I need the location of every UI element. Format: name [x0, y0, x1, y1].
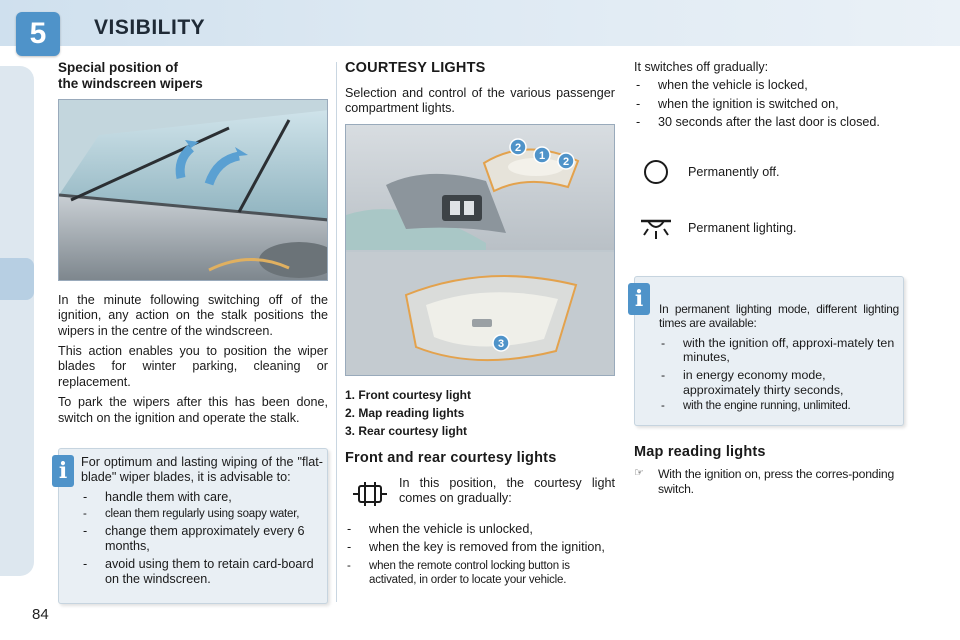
map-reading-instruction — [634, 467, 904, 496]
door-mode-row — [345, 474, 615, 514]
windscreen-wiper-illustration — [59, 100, 328, 281]
courtesy-legend — [345, 388, 615, 438]
courtesy-lights-illustration — [346, 125, 615, 376]
lighting-times-intro: In permanent lighting mode, different lighting times are available: — [659, 302, 899, 330]
wipers-heading: Special position of the windscreen wipers — [58, 60, 203, 91]
door-mode-text: In this position, the courtesy light comes on gradually: — [399, 476, 615, 506]
permanent-lighting-label: Permanent lighting. — [688, 220, 797, 235]
switch-off-list — [634, 78, 904, 130]
courtesy-column — [345, 60, 615, 590]
list-item: - with the engine running, unlimited. — [659, 400, 899, 414]
courtesy-intro: Selection and control of the various passenger compartment lights. — [345, 85, 615, 116]
courtesy-on-list — [345, 522, 615, 587]
wipers-paragraph-2: This action enables you to position the wiper blades for winter parking, cleaning or replacement. — [58, 344, 328, 389]
list-item: - change them approximately every 6 months, — [81, 524, 323, 554]
permanent-lighting-row — [634, 208, 904, 248]
lighting-times-list — [659, 336, 899, 414]
column-divider — [336, 62, 337, 602]
wiper-care-info-box — [58, 448, 328, 604]
info-icon: i — [52, 455, 74, 487]
permanent-lighting-icon — [634, 208, 678, 248]
pointing-hand-icon: ☞ — [634, 467, 644, 480]
windscreen-wiper-photo — [58, 99, 328, 281]
info-icon: i — [628, 283, 650, 315]
list-item: - with the ignition off, approxi-mately ten minutes, — [659, 336, 899, 365]
wiper-care-list — [81, 490, 323, 587]
side-rail-marker — [0, 258, 34, 300]
switch-off-intro: It switches off gradually: — [634, 60, 769, 74]
map-reading-heading: Map reading lights — [634, 444, 766, 460]
front-rear-heading: Front and rear courtesy lights — [345, 450, 557, 467]
wiper-care-intro: For optimum and lasting wiping of the "flat-blade" wiper blades, it is advisable to: — [81, 455, 323, 484]
map-reading-text: With the ignition on, press the corres-ponding switch. — [658, 467, 895, 497]
legend-item-rear: 3. Rear courtesy light — [345, 423, 468, 438]
list-item: - when the vehicle is unlocked, — [345, 522, 615, 537]
list-item: - when the vehicle is locked, — [634, 78, 904, 93]
wipers-paragraph-1: In the minute following switching off of the ignition, any action on the stalk positions the wipers in the centre of the windscreen. — [58, 293, 328, 338]
list-item: - in energy economy mode, approximately thirty seconds, — [659, 368, 899, 397]
list-item: - handle them with care, — [81, 490, 323, 505]
list-item: - avoid using them to retain card-board on the windscreen. — [81, 557, 323, 587]
callout-number: 3 — [497, 338, 505, 351]
lighting-times-info-box — [634, 276, 904, 426]
page-title: VISIBILITY — [94, 16, 206, 39]
courtesy-lights-photo — [345, 124, 615, 376]
map-reading-section — [634, 444, 904, 497]
door-position-icon — [345, 474, 395, 514]
callout-number: 2 — [514, 142, 522, 155]
permanently-off-row — [634, 152, 904, 192]
list-item: - 30 seconds after the last door is closed. — [634, 115, 904, 130]
list-item: - when the remote control locking button is activated, in order to locate your vehicle. — [345, 559, 615, 587]
legend-item-front: 1. Front courtesy light — [345, 388, 472, 403]
list-item: - clean them regularly using soapy water, — [81, 508, 323, 522]
callout-number: 2 — [562, 156, 570, 169]
off-position-icon — [634, 152, 678, 192]
chapter-number-tab: 5 — [16, 12, 60, 56]
page-number: 84 — [32, 606, 49, 623]
permanently-off-label: Permanently off. — [688, 164, 780, 179]
callout-number: 1 — [538, 150, 546, 163]
courtesy-heading: COURTESY LIGHTS — [345, 60, 486, 76]
list-item: - when the ignition is switched on, — [634, 97, 904, 112]
lighting-column — [634, 60, 904, 248]
wipers-column — [58, 60, 328, 431]
list-item: - when the key is removed from the ignition, — [345, 540, 615, 555]
legend-item-map: 2. Map reading lights — [345, 406, 465, 421]
wipers-paragraph-3: To park the wipers after this has been done, switch on the ignition and operate the stalk. — [58, 395, 328, 425]
side-rail — [0, 66, 34, 576]
